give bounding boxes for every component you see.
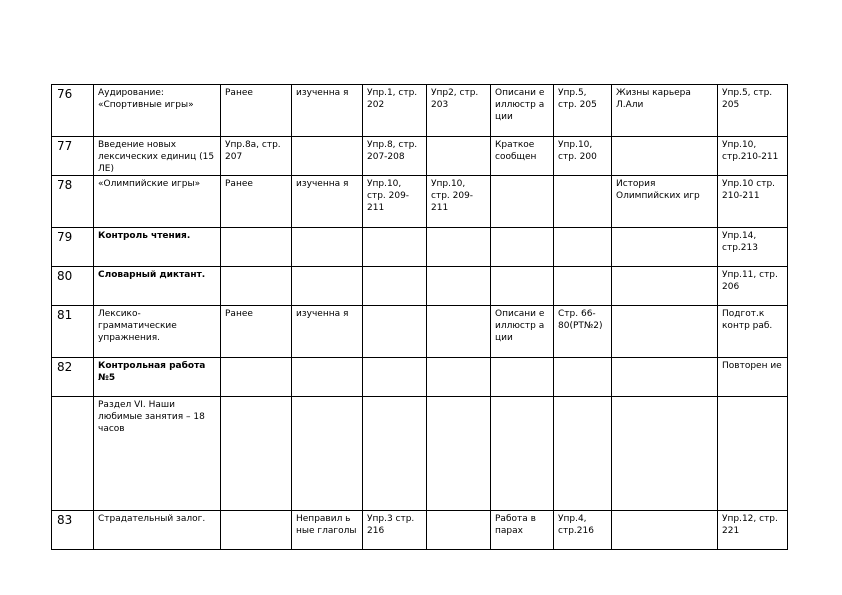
table-cell	[427, 306, 491, 358]
table-cell: Работа в парах	[491, 511, 554, 550]
table-cell	[221, 267, 292, 306]
homework-cell: Подгот.к контр раб.	[718, 306, 788, 358]
table-cell: Описани е иллюстр а ции	[491, 85, 554, 137]
table-cell	[554, 267, 612, 306]
table-cell: Неправил ь ные глаголы	[292, 511, 363, 550]
table-row	[52, 306, 788, 358]
lesson-plan-table	[51, 84, 788, 550]
table-cell: Стр. 66-80(РТ№2)	[554, 306, 612, 358]
table-row	[52, 228, 788, 267]
table-cell: изученна я	[292, 85, 363, 137]
table-cell: Упр.8а, стр. 207	[221, 137, 292, 176]
table-cell: История Олимпийских игр	[612, 176, 718, 228]
lesson-topic: Введение новых лексических единиц (15 ЛЕ)	[94, 137, 221, 176]
table-cell: Упр.10, стр. 200	[554, 137, 612, 176]
table-cell	[427, 511, 491, 550]
homework-cell: Повторен ие	[718, 358, 788, 397]
table-cell	[491, 267, 554, 306]
table-cell	[221, 358, 292, 397]
lesson-number	[52, 397, 94, 511]
section-heading: Раздел VI. Наши любимые занятия – 18 часов	[94, 397, 221, 511]
lesson-number: 76	[52, 85, 94, 137]
table-cell	[363, 306, 427, 358]
lesson-number: 79	[52, 228, 94, 267]
table-cell	[292, 228, 363, 267]
homework-cell: Упр.14, стр.213	[718, 228, 788, 267]
table-cell	[427, 397, 491, 511]
table-row	[52, 358, 788, 397]
table-cell	[427, 228, 491, 267]
lesson-topic: Контроль чтения.	[94, 228, 221, 267]
table-cell: изученна я	[292, 176, 363, 228]
lesson-number: 82	[52, 358, 94, 397]
lesson-topic: Аудирование: «Спортивные игры»	[94, 85, 221, 137]
table-cell	[554, 228, 612, 267]
lesson-number: 77	[52, 137, 94, 176]
table-cell	[427, 358, 491, 397]
lesson-number: 80	[52, 267, 94, 306]
table-cell: Упр.8, стр. 207-208	[363, 137, 427, 176]
table-row	[52, 85, 788, 137]
lesson-topic: Лексико-грамматические упражнения.	[94, 306, 221, 358]
table-cell: Ранее	[221, 176, 292, 228]
homework-cell: Упр.10 стр. 210-211	[718, 176, 788, 228]
table-row	[52, 137, 788, 176]
table-cell: Жизны карьера Л.Али	[612, 85, 718, 137]
table-cell	[221, 511, 292, 550]
table-cell: Описани е иллюстр а ции	[491, 306, 554, 358]
lesson-topic: Страдательный залог.	[94, 511, 221, 550]
table-cell	[363, 228, 427, 267]
table-cell	[612, 511, 718, 550]
table-cell	[491, 228, 554, 267]
table-cell	[363, 267, 427, 306]
table-cell	[292, 267, 363, 306]
table-cell	[363, 358, 427, 397]
table-cell: Упр.1, стр. 202	[363, 85, 427, 137]
table-cell	[221, 397, 292, 511]
homework-cell: Упр.11, стр. 206	[718, 267, 788, 306]
table-cell: Упр.10, стр. 209-211	[427, 176, 491, 228]
table-cell	[427, 267, 491, 306]
table-cell	[427, 137, 491, 176]
lesson-topic: Контрольная работа №5	[94, 358, 221, 397]
table-cell	[612, 267, 718, 306]
table-cell	[612, 397, 718, 511]
table-cell: Краткое сообщен	[491, 137, 554, 176]
table-cell: Упр2, стр. 203	[427, 85, 491, 137]
lesson-topic: «Олимпийские игры»	[94, 176, 221, 228]
section-row	[52, 397, 788, 511]
table-cell: Упр.3 стр. 216	[363, 511, 427, 550]
table-cell	[612, 137, 718, 176]
table-cell: Упр.5, стр. 205	[554, 85, 612, 137]
table-row	[52, 176, 788, 228]
lesson-number: 78	[52, 176, 94, 228]
table-cell: Упр.4, стр.216	[554, 511, 612, 550]
table-cell	[292, 137, 363, 176]
lesson-topic: Словарный диктант.	[94, 267, 221, 306]
table-cell	[612, 306, 718, 358]
homework-cell: Упр.10, стр.210-211	[718, 137, 788, 176]
homework-cell	[718, 397, 788, 511]
table-cell	[292, 358, 363, 397]
table-cell	[554, 176, 612, 228]
table-cell	[612, 228, 718, 267]
lesson-number: 83	[52, 511, 94, 550]
table-cell	[363, 397, 427, 511]
table-cell	[491, 176, 554, 228]
table-row	[52, 511, 788, 550]
homework-cell: Упр.5, стр. 205	[718, 85, 788, 137]
table-cell	[221, 228, 292, 267]
homework-cell: Упр.12, стр. 221	[718, 511, 788, 550]
table-cell	[554, 358, 612, 397]
table-cell	[491, 358, 554, 397]
table-cell: Упр.10, стр. 209-211	[363, 176, 427, 228]
lesson-number: 81	[52, 306, 94, 358]
table-cell	[554, 397, 612, 511]
table-cell	[292, 397, 363, 511]
table-cell	[491, 397, 554, 511]
table-row	[52, 267, 788, 306]
table-cell: изученна я	[292, 306, 363, 358]
table-cell	[612, 358, 718, 397]
table-cell: Ранее	[221, 306, 292, 358]
table-cell: Ранее	[221, 85, 292, 137]
